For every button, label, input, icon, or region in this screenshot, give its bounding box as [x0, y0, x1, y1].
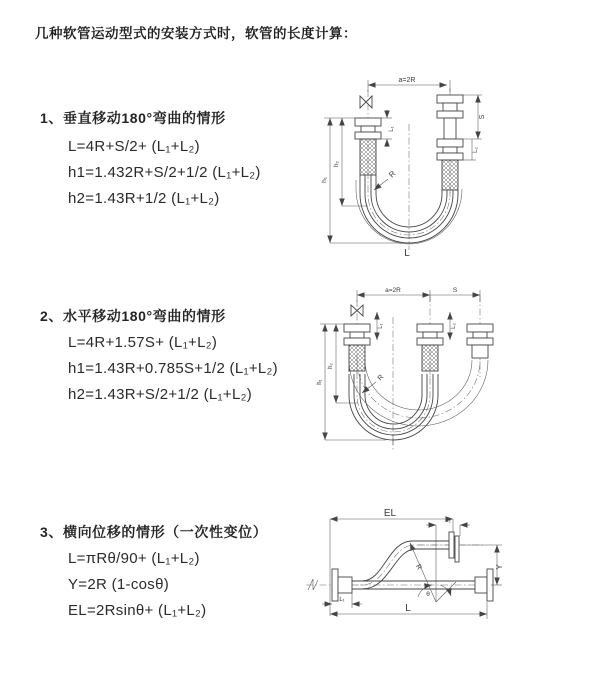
dim-label-l2: L₂ [445, 518, 451, 524]
dimension-a2r-s [357, 290, 480, 302]
s-curve-hose [352, 532, 459, 589]
right-flange-fitting [467, 324, 493, 358]
section-1-formula-h1: h1=1.432R+S/2+1/2 (L₁+L₂) [68, 164, 261, 181]
dim-label-s: S [452, 287, 458, 294]
right-flange-fitting [437, 95, 463, 190]
dim-label-l1: L₁ [339, 597, 345, 603]
dim-label-l1: L₁ [378, 323, 384, 329]
radius-line [410, 543, 436, 602]
pipe-break-mark [308, 579, 318, 590]
dim-label-l2: L₂ [451, 323, 457, 329]
length-label: L [404, 248, 410, 259]
section-2-formula-l: L=4R+1.57S+ (L₁+L₂) [68, 334, 218, 351]
section-3-formula-y: Y=2R (1-cosθ) [68, 576, 170, 593]
section-2-formula-h2: h2=1.43R+S/2+1/2 (L₁+L₂) [68, 386, 253, 403]
u-bend-hose-moved [349, 360, 488, 426]
section-1-formula-l: L=4R+S/2+ (L₁+L₂) [68, 138, 200, 155]
upper-flange-plate [449, 532, 454, 558]
dim-label-a2r: a=2R [385, 287, 401, 294]
u-bend-hose-original [349, 372, 438, 440]
diagram-vertical-180-bend [310, 72, 592, 268]
dim-label-h2: h₂ [328, 363, 334, 369]
dim-label-l1: L₁ [389, 126, 395, 132]
radius-label: R [387, 169, 398, 180]
braided-hose-section [349, 345, 365, 371]
dim-label-el: EL [383, 508, 397, 519]
upper-flange-plate [455, 536, 459, 562]
dim-label-h1: h₁ [317, 379, 323, 385]
dim-label-h1: h₁ [321, 177, 328, 183]
valve-icon [360, 96, 372, 108]
section-1-formula-h2: h2=1.43R+1/2 (L₁+L₂) [68, 190, 220, 207]
dim-label-l: L [405, 603, 411, 614]
centerlines [357, 295, 480, 450]
section-2-heading: 2、水平移动180°弯曲的情形 [40, 308, 226, 324]
braided-hose-section [360, 139, 376, 175]
left-flange-fitting [355, 118, 381, 175]
page-title: 几种软管运动型式的安装方式时，软管的长度计算： [35, 26, 357, 41]
dim-label-s: S [479, 114, 486, 120]
section-3-formula-el: EL=2Rsinθ+ (L₁+L₂) [68, 602, 207, 619]
section-1-heading: 1、垂直移动180°弯曲的情形 [40, 110, 226, 126]
section-3-formula-l: L=πRθ/90+ (L₁+L₂) [68, 550, 200, 567]
middle-flange-fitting [417, 324, 443, 371]
diagram-horizontal-180-bend [310, 282, 592, 474]
radius-label: R [414, 563, 423, 572]
diagram-lateral-displacement [298, 498, 598, 670]
section-3-heading: 3、横向位移的情形（一次性变位） [40, 524, 268, 540]
dimension-el [330, 519, 453, 616]
dim-label-l2: L₂ [473, 147, 479, 153]
dim-label-h2: h₂ [333, 160, 340, 168]
section-2-formula-h1: h1=1.43R+0.785S+1/2 (L₁+L₂) [68, 360, 278, 377]
dim-label-a2r: a=2R [398, 77, 416, 84]
angle-label-theta: θ [426, 591, 430, 598]
braided-hose-section [442, 160, 458, 190]
radius-label: R [376, 373, 386, 383]
braided-hose-section [422, 345, 438, 371]
dim-label-y: Y [495, 564, 504, 570]
